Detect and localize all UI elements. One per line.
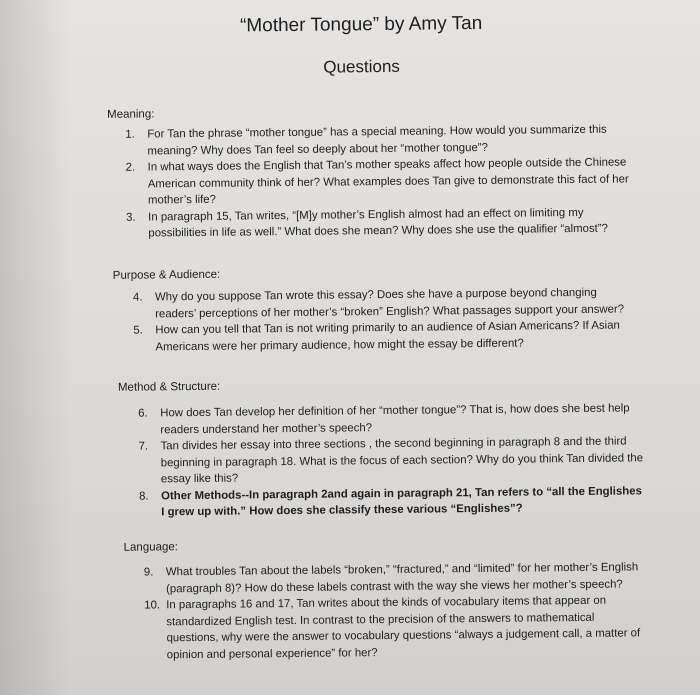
question-text: In what ways does the English that Tan’s mother speaks affect how people outside the Chinese American community think of her? What examples does Tan give to demonstrate this fact of her mother’s life? <box>147 156 629 207</box>
question-text: How can you tell that Tan is not writing primarily to an audience of Asian Americans? If Asian Americans were her primary audience, how might the essay be different? <box>155 319 620 353</box>
question-number: 9. <box>143 566 154 579</box>
question-text: What troubles Tan about the labels “broken,” “fractured,” and “limited” for her mother’s English (paragraph 8)? How do these labels contrast with the way she views her mother’s speech? <box>165 561 639 595</box>
question-text: Other Methods--In paragraph 2and again in paragraph 21, Tan refers to “all the Englishes I grew up with.” How does she classify these various “Englishes”? <box>161 484 642 519</box>
question-text: In paragraph 15, Tan writes, “[M]y mother’s English almost had an effect on limiting my possibilities in life as well.” What does she mean? Why does she use the qualifier “almost”? <box>148 206 609 240</box>
shadow <box>0 0 70 695</box>
question-number: 5. <box>133 324 143 337</box>
question-number: 1. <box>125 128 135 141</box>
language-questions <box>144 559 645 663</box>
section-heading-method: Method & Structure: <box>117 380 221 394</box>
question-item <box>138 400 643 438</box>
question-item <box>138 433 643 488</box>
question-text: In paragraphs 16 and 17, Tan writes about the kinds of vocabulary items that appear on standardized English test. In contrast to the precision of the answers to mathematical questions, why were the answer to vocabulary questions “always a judgement call, a matter of opinion and personal experience” for her? <box>166 594 641 661</box>
question-text: For Tan the phrase “mother tongue” has a special meaning. How would you summarize this meaning? Why does Tan feel so deeply about her “mother tongue”? <box>147 123 607 157</box>
question-item <box>125 121 635 159</box>
question-number: 2. <box>125 161 136 174</box>
question-text: Tan divides her essay into three sections , the second beginning in paragraph 8 and the third beginning in paragraph 18. What is the focus of each section? Why do you think Tan divided the essay like this? <box>160 435 644 486</box>
meaning-questions <box>125 121 636 242</box>
question-text: Why do you suppose Tan wrote this essay? Does she have a purpose beyond changing readers’ perceptions of her mother’s “broken” English? What passages support your answer? <box>154 286 625 320</box>
section-heading-language: Language: <box>123 541 179 554</box>
purpose-questions <box>133 284 639 355</box>
document-page <box>96 6 683 695</box>
question-item <box>139 483 644 521</box>
document-title: “Mother Tongue” by Amy Tan <box>239 12 483 37</box>
question-item <box>133 317 638 355</box>
question-item <box>126 204 636 242</box>
document-subtitle: Questions <box>323 56 400 77</box>
question-item <box>144 592 645 663</box>
section-heading-meaning: Meaning: <box>107 108 155 121</box>
question-number: 7. <box>138 440 149 453</box>
question-number: 6. <box>138 407 148 420</box>
method-questions <box>138 400 644 521</box>
question-item <box>144 559 644 597</box>
question-number: 3. <box>126 211 136 224</box>
question-number: 8. <box>139 489 149 503</box>
question-number: 10. <box>144 599 161 612</box>
question-item <box>133 284 638 322</box>
question-text: How does Tan develop her definition of her “mother tongue”? That is, how does she best help readers understand her mother’s speech? <box>160 402 630 436</box>
section-heading-purpose: Purpose & Audience: <box>112 268 221 282</box>
question-number: 4. <box>132 291 143 304</box>
question-item <box>126 154 636 209</box>
